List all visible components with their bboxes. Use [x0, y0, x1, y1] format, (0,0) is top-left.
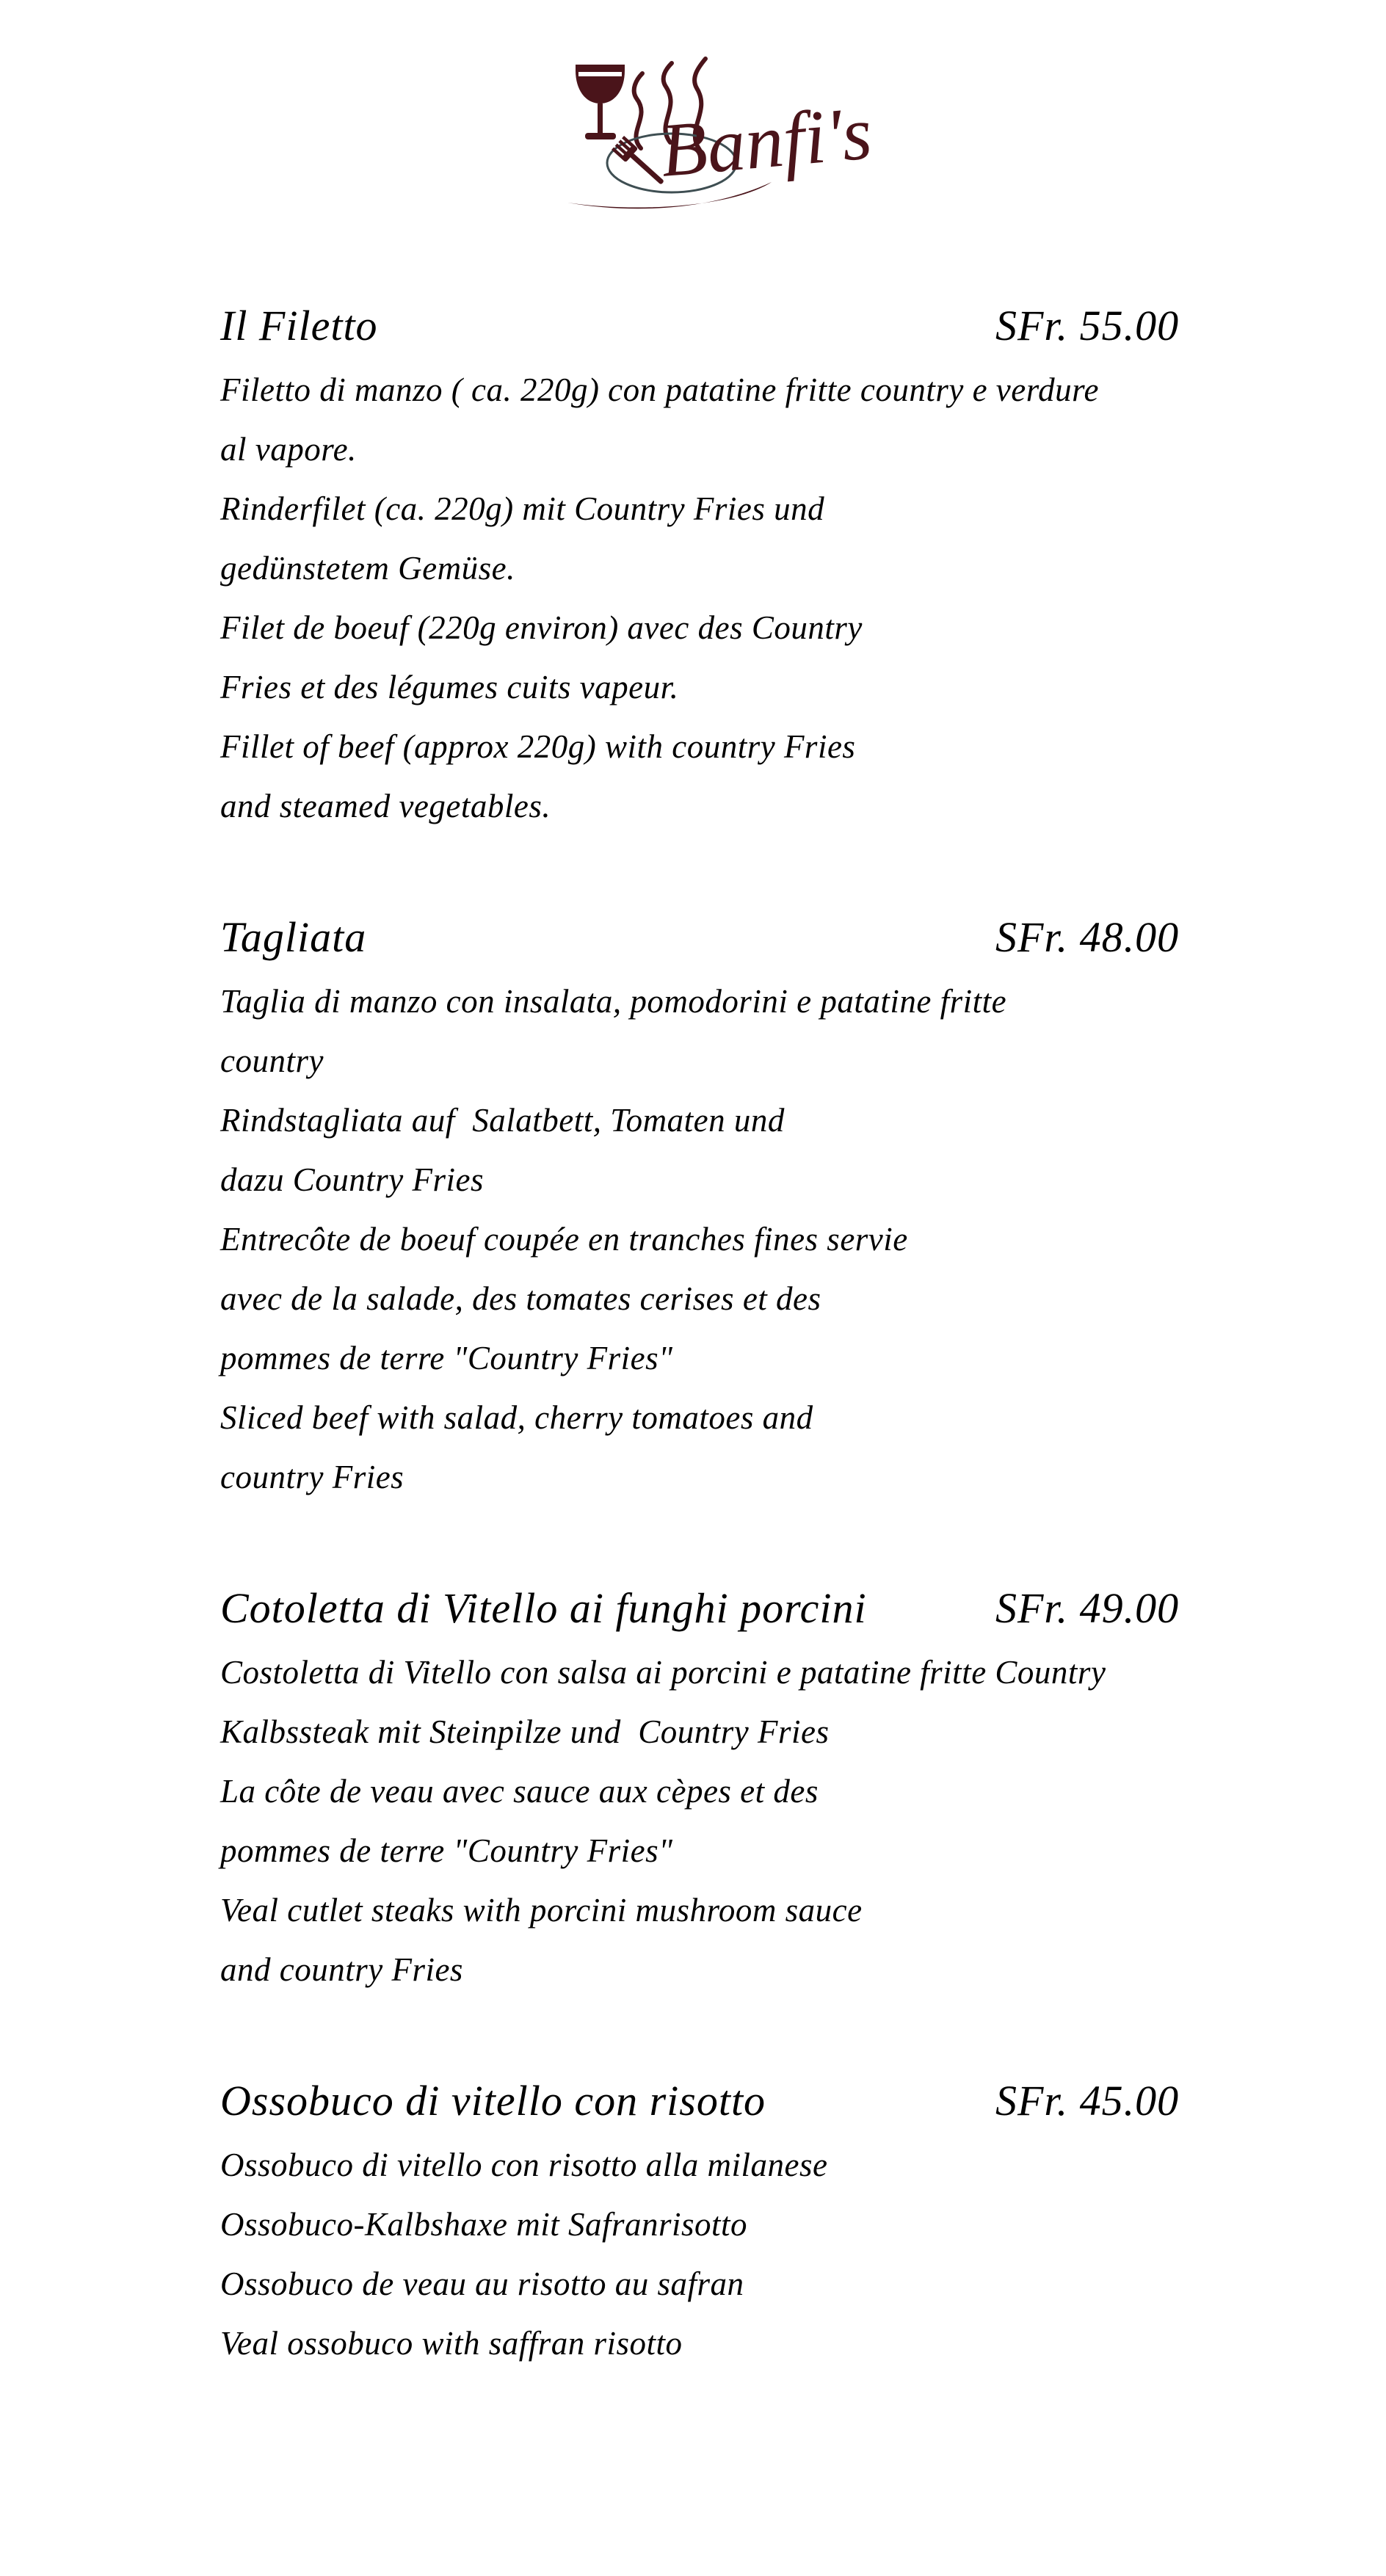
- dish-description-line: Veal ossobuco with saffran risotto: [220, 2325, 683, 2362]
- dish-description-line: Taglia di manzo con insalata, pomodorini e patatine fritte: [220, 983, 1007, 1020]
- dish-description-line: and country Fries: [220, 1951, 463, 1988]
- dish-description-line: Rindstagliata auf Salatbett, Tomaten und: [220, 1102, 785, 1139]
- dish-price: SFr. 55.00: [995, 302, 1180, 349]
- menu-item-ossobuco: [220, 2066, 1213, 2373]
- logo-wordmark: Banfi's: [656, 90, 875, 193]
- menu-item-cotoletta: [220, 1573, 1213, 2000]
- dish-description-line: avec de la salade, des tomates cerises et des: [220, 1280, 821, 1317]
- dish-description-line: Fillet of beef (approx 220g) with country Fries: [220, 728, 856, 765]
- dish-description-line: Entrecôte de boeuf coupée en tranches fines servie: [220, 1221, 908, 1258]
- dish-description-line: Veal cutlet steaks with porcini mushroom sauce: [220, 1892, 863, 1929]
- dish-header: [220, 1573, 1213, 1643]
- dish-description-line: Fries et des légumes cuits vapeur.: [220, 669, 679, 705]
- dish-description-line: dazu Country Fries: [220, 1161, 485, 1198]
- dish-description-line: Kalbssteak mit Steinpilze und Country Fries: [220, 1713, 830, 1750]
- dish-description-line: Costoletta di Vitello con salsa ai porcini e patatine fritte Country: [220, 1654, 1106, 1691]
- dish-header: [220, 2066, 1213, 2136]
- dish-name: Cotoletta di Vitello ai funghi porcini: [220, 1584, 867, 1632]
- restaurant-logo: [554, 38, 914, 218]
- dish-description-line: Ossobuco-Kalbshaxe mit Safranrisotto: [220, 2206, 748, 2243]
- menu-item-tagliata: [220, 902, 1213, 1507]
- dish-description-line: Ossobuco di vitello con risotto alla milanese: [220, 2147, 828, 2183]
- dish-name: Il Filetto: [220, 302, 378, 349]
- dish-description-line: Sliced beef with salad, cherry tomatoes and: [220, 1399, 813, 1436]
- menu-list: [220, 291, 1213, 2439]
- dish-description-line: country Fries: [220, 1459, 404, 1495]
- dish-price: SFr. 48.00: [995, 913, 1180, 961]
- dish-description-line: gedünstetem Gemüse.: [220, 550, 515, 587]
- dish-description-line: Filet de boeuf (220g environ) avec des Country: [220, 609, 863, 646]
- wine-glass-icon: [576, 65, 625, 139]
- dish-description-line: country: [220, 1042, 324, 1079]
- dish-name: Ossobuco di vitello con risotto: [220, 2077, 766, 2125]
- dish-description-line: Rinderfilet (ca. 220g) mit Country Fries und: [220, 490, 825, 527]
- dish-price: SFr. 49.00: [995, 1584, 1180, 1632]
- dish-description-line: pommes de terre "Country Fries": [220, 1340, 673, 1376]
- dish-description-line: al vapore.: [220, 431, 357, 468]
- dish-description-line: and steamed vegetables.: [220, 788, 551, 824]
- dish-description-line: Filetto di manzo ( ca. 220g) con patatine fritte country e verdure: [220, 371, 1099, 408]
- dish-header: [220, 291, 1213, 360]
- menu-item-il-filetto: [220, 291, 1213, 836]
- dish-header: [220, 902, 1213, 972]
- dish-price: SFr. 45.00: [995, 2077, 1180, 2125]
- dish-description-line: Ossobuco de veau au risotto au safran: [220, 2265, 744, 2302]
- dish-name: Tagliata: [220, 913, 367, 961]
- dish-description-line: pommes de terre "Country Fries": [220, 1832, 673, 1869]
- dish-description-line: La côte de veau avec sauce aux cèpes et des: [220, 1773, 819, 1810]
